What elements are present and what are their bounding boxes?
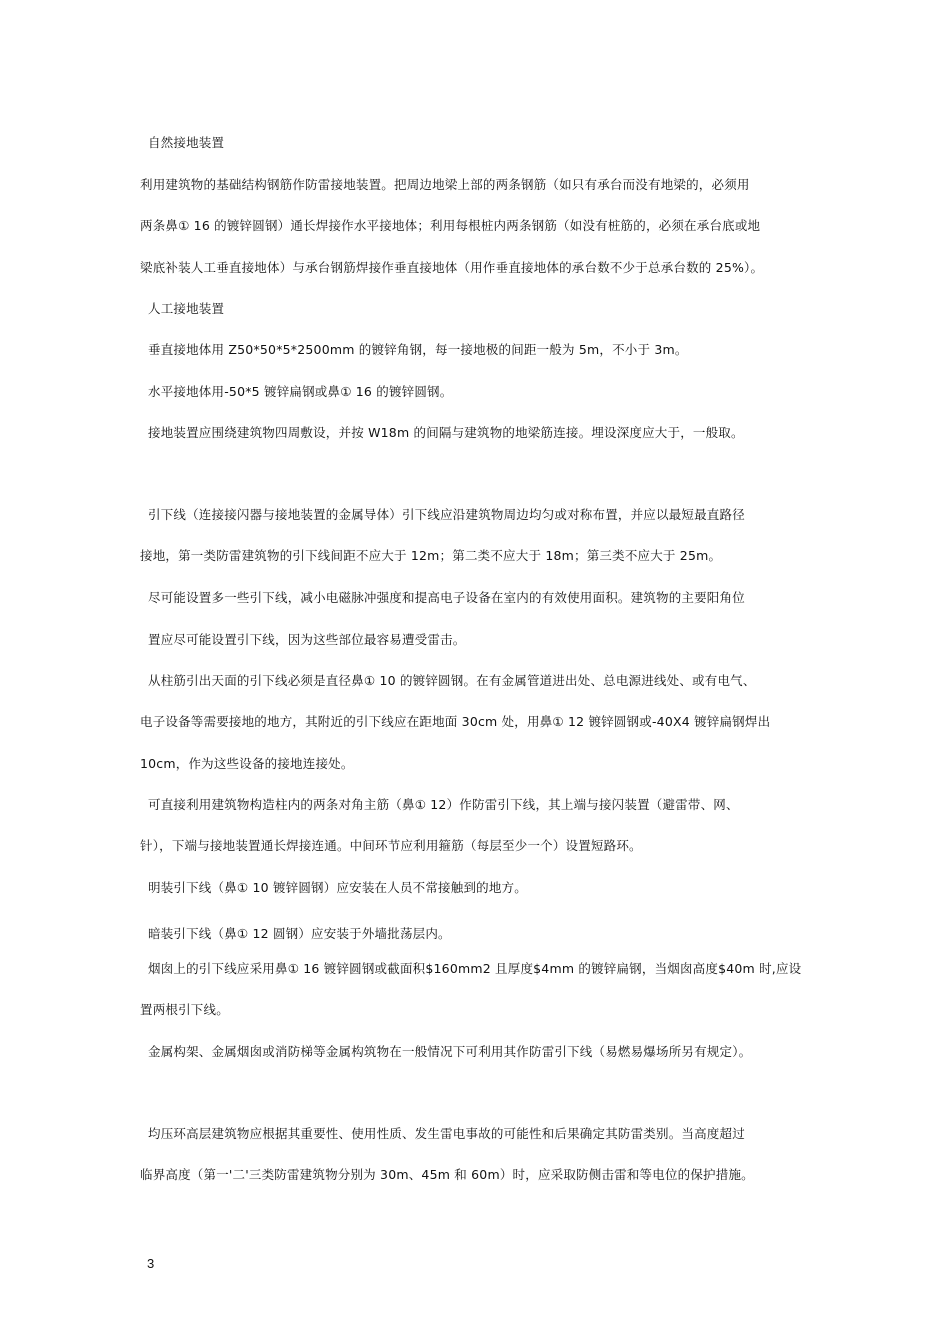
heading-artificial-grounding: 人工接地装置 <box>148 301 225 316</box>
paragraph-line: 置两根引下线。 <box>140 1002 229 1017</box>
paragraph-line: 均压环高层建筑物应根据其重要性、使用性质、发生雷电事故的可能性和后果确定其防雷类别。当高度超过 <box>148 1126 745 1141</box>
paragraph-line: 尽可能设置多一些引下线，减小电磁脉冲强度和提高电子设备在室内的有效使用面积。建筑物的主要阳角位 <box>148 590 745 605</box>
paragraph-line: 垂直接地体用 Z50*50*5*2500mm 的镀锌角钢，每一接地极的间距一般为 5m，不小于 3m。 <box>148 342 688 357</box>
paragraph-line: 水平接地体用-50*5 镀锌扁钢或鼻① 16 的镀锌圆钢。 <box>148 384 453 399</box>
paragraph-line: 临界高度（第一'二'三类防雷建筑物分别为 30m、45m 和 60m）时，应采取防侧击雷和等电位的保护措施。 <box>140 1167 754 1182</box>
paragraph-line: 明装引下线（鼻① 10 镀锌圆钢）应安装在人员不常接触到的地方。 <box>148 880 527 895</box>
paragraph-line: 两条鼻① 16 的镀锌圆钢）通长焊接作水平接地体；利用每根桩内两条钢筋（如没有桩筋的，必须在承台底或地 <box>140 218 761 233</box>
paragraph-line: 10cm，作为这些设备的接地连接处。 <box>140 756 354 771</box>
paragraph-line: 金属构架、金属烟囱或消防梯等金属构筑物在一般情况下可利用其作防雷引下线（易燃易爆场所另有规定）。 <box>148 1044 752 1059</box>
heading-natural-grounding: 自然接地装置 <box>148 135 225 150</box>
paragraph-line: 接地，第一类防雷建筑物的引下线间距不应大于 12m；第二类不应大于 18m；第三类不应大于 25m。 <box>140 548 722 563</box>
paragraph-line: 电子设备等需要接地的地方，其附近的引下线应在距地面 30cm 处，用鼻① 12 镀锌圆钢或-40X4 镀锌扁钢焊出 <box>140 714 771 729</box>
paragraph-line: 引下线（连接接闪器与接地装置的金属导体）引下线应沿建筑物周边均匀或对称布置，并应以最短最直路径 <box>148 507 745 522</box>
paragraph-line: 置应尽可能设置引下线，因为这些部位最容易遭受雷击。 <box>148 632 466 647</box>
paragraph-line: 暗装引下线（鼻① 12 圆钢）应安装于外墙批荡层内。 <box>148 926 451 941</box>
paragraph-line: 接地装置应围绕建筑物四周敷设，并按 W18m 的间隔与建筑物的地梁筋连接。埋设深度应大于，一般取。 <box>148 425 744 440</box>
paragraph-line: 烟囱上的引下线应采用鼻① 16 镀锌圆钢或截面积$160mm2 且厚度$4mm 的镀锌扁钢，当烟囱高度$40m 时,应设 <box>148 961 802 976</box>
paragraph-line: 梁底补装人工垂直接地体）与承台钢筋焊接作垂直接地体（用作垂直接地体的承台数不少于总承台数的 25%）。 <box>140 260 764 275</box>
paragraph-line: 针），下端与接地装置通长焊接连通。中间环节应利用箍筋（每层至少一个）设置短路环。 <box>140 838 642 853</box>
paragraph-line: 利用建筑物的基础结构钢筋作防雷接地装置。把周边地梁上部的两条钢筋（如只有承台而没有地梁的，必须用 <box>140 177 750 192</box>
paragraph-line: 可直接利用建筑物构造柱内的两条对角主筋（鼻① 12）作防雷引下线，其上端与接闪装置（避雷带、网、 <box>148 797 739 812</box>
page-number: 3 <box>147 1256 155 1271</box>
paragraph-line: 从柱筋引出天面的引下线必须是直径鼻① 10 的镀锌圆钢。在有金属管道进出处、总电源进线处、或有电气、 <box>148 673 756 688</box>
